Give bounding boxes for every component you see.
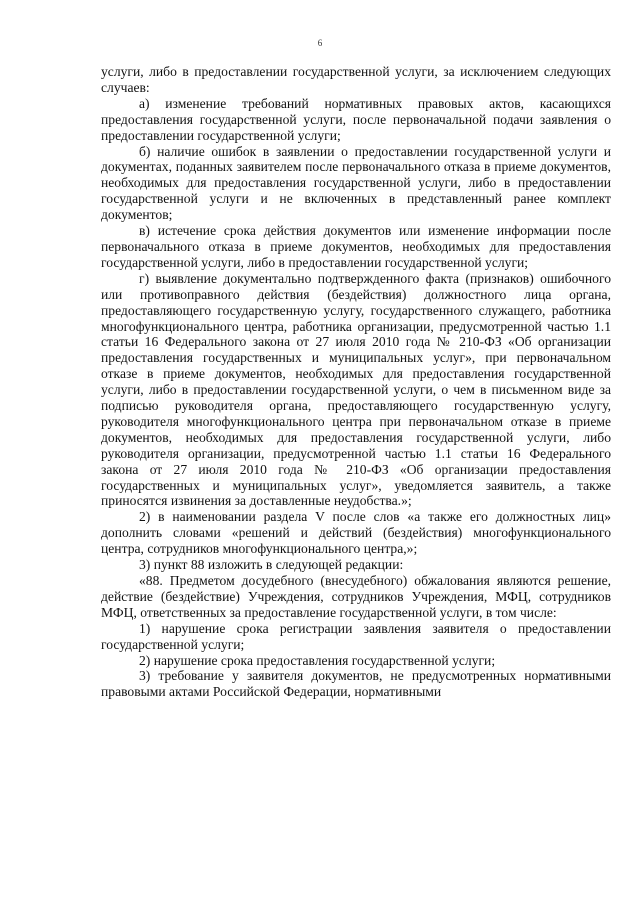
paragraph-item-2: 2) в наименовании раздела V после слов «а также его должностных лиц» дополнить словами «решений и действий (бездействия) многофункционального центра, сотрудников многофункционального центра,»; [101,509,611,557]
paragraph-subitem-1: 1) нарушение срока регистрации заявления заявителя о предоставлении государственной услуги; [101,620,611,652]
paragraph-item-a: а) изменение требований нормативных правовых актов, касающихся предоставления государственной услуги, после первоначальной подачи заявления о предоставлении государственной услуги; [101,95,611,143]
paragraph-subitem-2: 2) нарушение срока предоставления государственной услуги; [139,652,496,668]
paragraph-subitem-3: 3) требование у заявителя документов, не предусмотренных нормативными правовыми актами Российской Федерации, нормативными [101,668,611,700]
page-number: 6 [317,38,323,48]
paragraph-item-3: 3) пункт 88 изложить в следующей редакции: [139,557,404,573]
paragraph-clause-88: «88. Предметом досудебного (внесудебного) обжалования являются решение, действие (бездействие) Учреждения, сотрудников Учреждения, МФЦ, сотрудников МФЦ, ответственных за предоставление государственной услуги, в том числе: [101,573,611,620]
paragraph-item-v: в) истечение срока действия документов или изменение информации после первоначального отказа в приеме документов, необходимых для предоставления государственной услуги, либо в предоставлении государственной услуги; [101,223,611,270]
document-body [101,64,611,700]
paragraph-item-b: б) наличие ошибок в заявлении о предоставлении государственной услуги и документах, поданных заявителем после первоначального отказа в приеме документов, необходимых для предоставления государственной услуги, либо в предоставлении государственной услуги и не включенных в представленный ранее комплект документов; [101,143,611,223]
paragraph-item-g: г) выявление документально подтвержденного факта (признаков) ошибочного или противоправного действия (бездействия) должностного лица органа, предоставляющего государственную услугу, государственного служащего, работника многофункционального центра, работника организации, предусмотренной частью 1.1 статьи 16 Федерального закона от 27 июля 2010 года № 210-ФЗ «Об организации предоставления государственных и муниципальных услуг», при первоначальном отказе в приеме документов, необходимых для предоставления государственной услуги, либо в предоставлении государственной услуги, о чем в письменном виде за подписью руководителя органа, предоставляющего государственную услугу, руководителя многофункционального центра при первоначальном отказе в приеме документов, необходимых для предоставления государственной услуги, либо руководителя организации, предусмотренной частью 1.1 статьи 16 Федерального закона от 27 июля 2010 года № 210-ФЗ «Об организации предоставления государственных и муниципальных услуг», уведомляется заявитель, а также приносятся извинения за доставленные неудобства.»; [101,270,611,509]
paragraph-continuation: услуги, либо в предоставлении государственной услуги, за исключением следующих случаев: [101,64,611,95]
